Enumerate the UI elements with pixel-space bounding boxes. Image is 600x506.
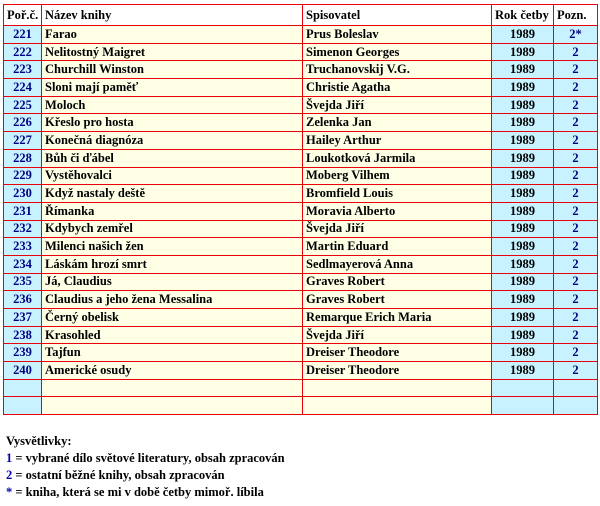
note-code: 2 — [554, 309, 598, 327]
reading-year — [492, 379, 554, 397]
table-row — [4, 114, 598, 132]
book-title: Kdybych zemřel — [42, 220, 303, 238]
table-row — [4, 79, 598, 97]
legend-item — [6, 467, 285, 484]
book-author: Martin Eduard — [303, 238, 492, 256]
table-row — [4, 238, 598, 256]
row-number: 224 — [4, 79, 42, 97]
book-author: Christie Agatha — [303, 79, 492, 97]
note-code: 2 — [554, 185, 598, 203]
book-title: Nelitostný Maigret — [42, 43, 303, 61]
book-title: Když nastaly deště — [42, 185, 303, 203]
book-author: Truchanovskij V.G. — [303, 61, 492, 79]
reading-year: 1989 — [492, 255, 554, 273]
book-title: Vystěhovalci — [42, 167, 303, 185]
row-number: 229 — [4, 167, 42, 185]
row-number — [4, 379, 42, 397]
book-author: Loukotková Jarmila — [303, 149, 492, 167]
book-author: Moberg Vilhem — [303, 167, 492, 185]
reading-year: 1989 — [492, 61, 554, 79]
table-row — [4, 291, 598, 309]
note-code: 2 — [554, 79, 598, 97]
book-title: Římanka — [42, 202, 303, 220]
note-code: 2 — [554, 344, 598, 362]
row-number: 230 — [4, 185, 42, 203]
note-code — [554, 379, 598, 397]
legend-mark: 2 — [6, 468, 13, 482]
header-note: Pozn. — [554, 5, 598, 26]
book-title: Moloch — [42, 96, 303, 114]
table-row — [4, 61, 598, 79]
book-title: Já, Claudius — [42, 273, 303, 291]
reading-year: 1989 — [492, 291, 554, 309]
book-title: Křeslo pro hosta — [42, 114, 303, 132]
book-title: Claudius a jeho žena Messalina — [42, 291, 303, 309]
table-row — [4, 26, 598, 44]
row-number: 221 — [4, 26, 42, 44]
note-code: 2 — [554, 220, 598, 238]
row-number: 222 — [4, 43, 42, 61]
header-number: Poř.č. — [4, 5, 42, 26]
book-author: Sedlmayerová Anna — [303, 255, 492, 273]
book-author: Švejda Jiří — [303, 326, 492, 344]
table-row — [4, 96, 598, 114]
row-number: 239 — [4, 344, 42, 362]
legend-item — [6, 484, 285, 501]
note-code: 2 — [554, 238, 598, 256]
row-number: 240 — [4, 362, 42, 380]
row-number: 234 — [4, 255, 42, 273]
note-code: 2 — [554, 202, 598, 220]
table-row — [4, 273, 598, 291]
table-row — [4, 202, 598, 220]
book-title: Černý obelisk — [42, 309, 303, 327]
reading-year: 1989 — [492, 362, 554, 380]
row-number: 225 — [4, 96, 42, 114]
book-author: Simenon Georges — [303, 43, 492, 61]
reading-year: 1989 — [492, 273, 554, 291]
table-row — [4, 344, 598, 362]
row-number: 231 — [4, 202, 42, 220]
reading-year: 1989 — [492, 344, 554, 362]
row-number: 237 — [4, 309, 42, 327]
book-author: Švejda Jiří — [303, 220, 492, 238]
book-author: Dreiser Theodore — [303, 362, 492, 380]
reading-year — [492, 397, 554, 415]
book-author: Moravia Alberto — [303, 202, 492, 220]
book-title — [42, 397, 303, 415]
table-row — [4, 43, 598, 61]
reading-year: 1989 — [492, 149, 554, 167]
note-code: 2 — [554, 149, 598, 167]
book-title: Láskám hrozí smrt — [42, 255, 303, 273]
book-author — [303, 379, 492, 397]
row-number: 235 — [4, 273, 42, 291]
note-code: 2* — [554, 26, 598, 44]
book-author: Graves Robert — [303, 291, 492, 309]
book-title — [42, 379, 303, 397]
book-title: Bůh či ďábel — [42, 149, 303, 167]
book-title: Konečná diagnóza — [42, 132, 303, 150]
table-row — [4, 362, 598, 380]
row-number: 226 — [4, 114, 42, 132]
reading-year: 1989 — [492, 220, 554, 238]
table-header-row — [4, 5, 598, 26]
row-number: 227 — [4, 132, 42, 150]
note-code: 2 — [554, 255, 598, 273]
book-author: Bromfield Louis — [303, 185, 492, 203]
legend — [6, 433, 285, 501]
book-author: Zelenka Jan — [303, 114, 492, 132]
note-code: 2 — [554, 273, 598, 291]
note-code: 2 — [554, 291, 598, 309]
reading-year: 1989 — [492, 238, 554, 256]
reading-year: 1989 — [492, 202, 554, 220]
reading-year: 1989 — [492, 309, 554, 327]
table-row — [4, 167, 598, 185]
book-author: Graves Robert — [303, 273, 492, 291]
reading-year: 1989 — [492, 26, 554, 44]
legend-text: = vybrané dílo světové literatury, obsah zpracován — [12, 451, 285, 465]
book-author: Hailey Arthur — [303, 132, 492, 150]
reading-list-table — [3, 4, 598, 415]
legend-mark: 1 — [6, 451, 13, 465]
table-row — [4, 185, 598, 203]
note-code: 2 — [554, 43, 598, 61]
reading-year: 1989 — [492, 326, 554, 344]
header-author: Spisovatel — [303, 5, 492, 26]
table-row — [4, 255, 598, 273]
row-number: 232 — [4, 220, 42, 238]
note-code: 2 — [554, 362, 598, 380]
table-row — [4, 379, 598, 397]
book-title: Sloni mají paměť — [42, 79, 303, 97]
row-number: 236 — [4, 291, 42, 309]
book-title: Americké osudy — [42, 362, 303, 380]
legend-text: = kniha, která se mi v době četby mimoř. líbila — [12, 485, 264, 499]
book-title: Tajfun — [42, 344, 303, 362]
note-code: 2 — [554, 96, 598, 114]
book-author: Švejda Jiří — [303, 96, 492, 114]
row-number: 228 — [4, 149, 42, 167]
book-title: Milenci našich žen — [42, 238, 303, 256]
reading-year: 1989 — [492, 167, 554, 185]
reading-year: 1989 — [492, 79, 554, 97]
legend-mark: * — [6, 485, 13, 499]
book-author: Remarque Erich Maria — [303, 309, 492, 327]
book-title: Churchill Winston — [42, 61, 303, 79]
book-title: Farao — [42, 26, 303, 44]
row-number: 238 — [4, 326, 42, 344]
table-row — [4, 397, 598, 415]
reading-year: 1989 — [492, 185, 554, 203]
table-row — [4, 326, 598, 344]
row-number: 223 — [4, 61, 42, 79]
row-number — [4, 397, 42, 415]
table-row — [4, 132, 598, 150]
reading-year: 1989 — [492, 114, 554, 132]
note-code — [554, 397, 598, 415]
table-row — [4, 309, 598, 327]
note-code: 2 — [554, 114, 598, 132]
reading-year: 1989 — [492, 132, 554, 150]
table-row — [4, 220, 598, 238]
book-author — [303, 397, 492, 415]
legend-heading: Vysvětlivky: — [6, 434, 72, 448]
note-code: 2 — [554, 132, 598, 150]
table-row — [4, 149, 598, 167]
header-year: Rok četby — [492, 5, 554, 26]
note-code: 2 — [554, 326, 598, 344]
book-author: Prus Boleslav — [303, 26, 492, 44]
note-code: 2 — [554, 167, 598, 185]
reading-year: 1989 — [492, 96, 554, 114]
header-title: Název knihy — [42, 5, 303, 26]
legend-text: = ostatní běžné knihy, obsah zpracován — [12, 468, 225, 482]
reading-year: 1989 — [492, 43, 554, 61]
book-title: Krasohled — [42, 326, 303, 344]
row-number: 233 — [4, 238, 42, 256]
legend-item — [6, 450, 285, 467]
book-author: Dreiser Theodore — [303, 344, 492, 362]
note-code: 2 — [554, 61, 598, 79]
